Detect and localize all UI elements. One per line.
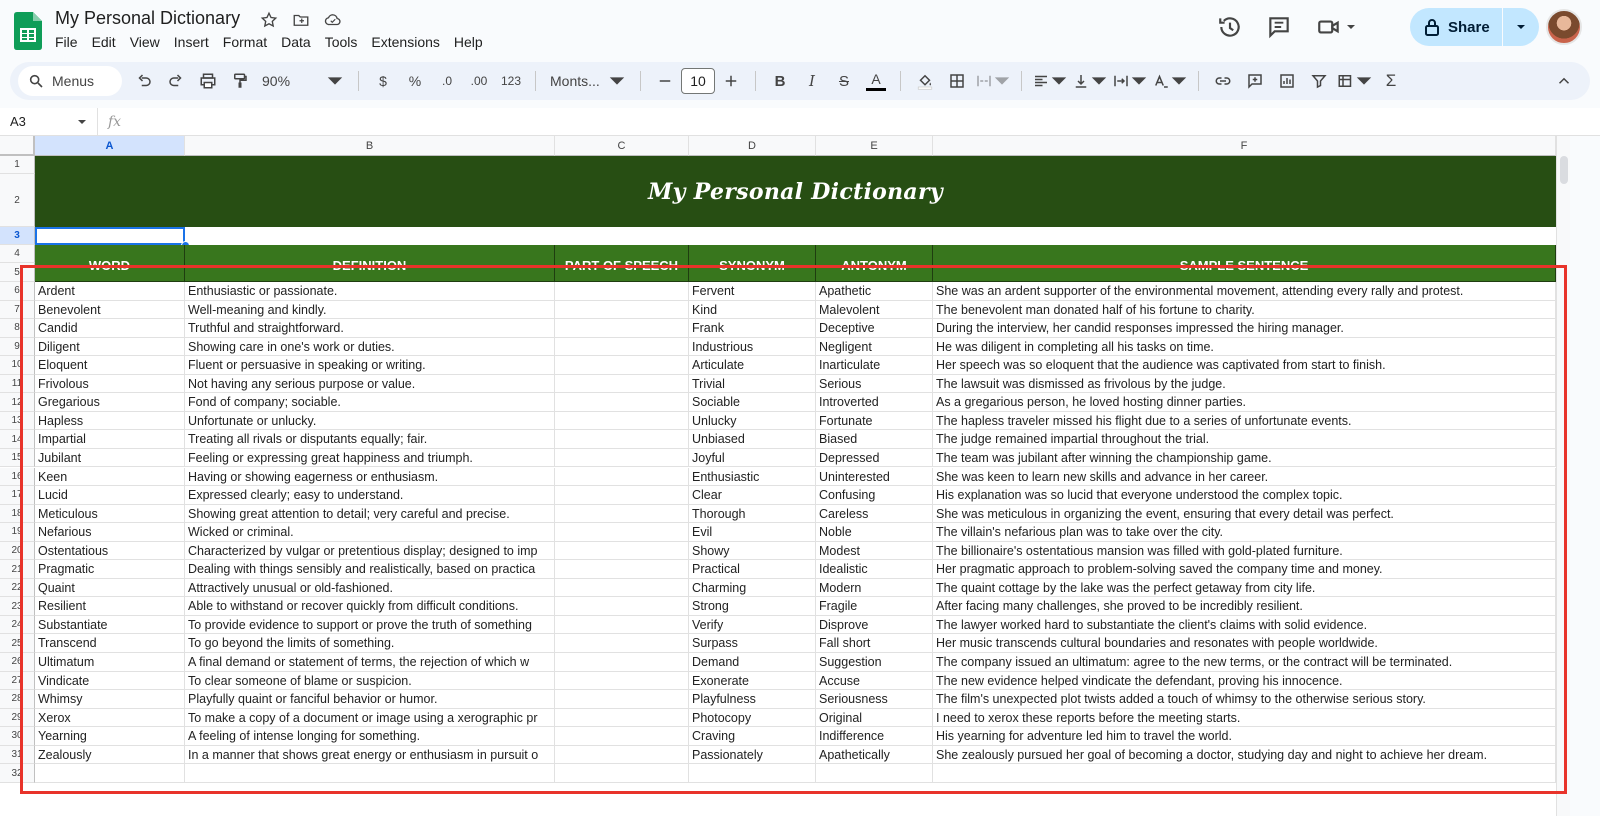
table-cell[interactable]: Candid [35,319,185,338]
table-cell[interactable]: Clear [689,486,816,505]
menu-file[interactable]: File [55,34,78,50]
decrease-font-size-icon[interactable] [651,67,679,95]
table-cell[interactable]: Attractively unusual or old-fashioned. [185,579,555,598]
row-header-18[interactable]: 18 [0,505,35,524]
video-camera-icon [1316,14,1342,40]
table-cell[interactable]: Articulate [689,356,816,375]
row-header-24[interactable]: 24 [0,616,35,635]
empty-cell[interactable] [689,764,816,783]
table-cell[interactable]: Modest [816,542,933,561]
table-cell[interactable] [555,690,689,709]
paint-format-icon[interactable] [226,67,254,95]
table-cell[interactable]: Expressed clearly; easy to understand. [185,486,555,505]
table-cell[interactable]: Ardent [35,282,185,301]
table-cell[interactable]: The judge remained impartial throughout the trial. [933,430,1556,449]
table-cell[interactable]: She was keen to learn new skills and advance in her career. [933,468,1556,487]
table-cell[interactable]: Substantiate [35,616,185,635]
insert-comment-icon[interactable] [1241,67,1269,95]
chevron-down-icon [326,72,344,90]
selected-cell[interactable] [35,227,185,245]
menu-data[interactable]: Data [281,34,311,50]
table-cell[interactable]: Indifference [816,727,933,746]
column-header-a[interactable]: A [35,136,185,156]
chevron-down-icon [77,117,87,127]
table-cell[interactable]: Demand [689,653,816,672]
table-cell[interactable] [555,449,689,468]
meet-button[interactable] [1316,14,1356,40]
table-cell[interactable]: Verify [689,616,816,635]
table-cell[interactable]: Fervent [689,282,816,301]
text-rotation-icon[interactable] [1152,67,1188,95]
table-cell[interactable]: After facing many challenges, she proved to be incredibly resilient. [933,597,1556,616]
star-icon[interactable] [258,10,280,30]
toolbar [10,62,1590,100]
table-cell[interactable]: Charming [689,579,816,598]
table-cell[interactable] [555,430,689,449]
table-cell[interactable]: Hapless [35,412,185,431]
table-cell[interactable]: Diligent [35,338,185,357]
table-cell[interactable]: Ultimatum [35,653,185,672]
toolbar-divider [358,71,359,91]
collapse-toolbar-icon[interactable] [1550,67,1578,95]
select-all-corner[interactable] [0,136,35,156]
toolbar-divider [535,71,536,91]
share-dropdown-button[interactable] [1503,8,1539,46]
menu-help[interactable]: Help [453,34,483,50]
version-history-icon[interactable] [1217,14,1243,40]
row-header-30[interactable]: 30 [0,727,35,746]
row-header-15[interactable]: 15 [0,449,35,468]
table-cell[interactable] [555,282,689,301]
table-cell[interactable]: Seriousness [816,690,933,709]
row-header-19[interactable]: 19 [0,523,35,542]
table-cell[interactable]: Thorough [689,505,816,524]
row-header-32[interactable]: 32 [0,764,35,783]
zoom-value: 90% [262,73,291,89]
table-cell[interactable] [555,523,689,542]
table-cell[interactable]: Nefarious [35,523,185,542]
row-header-9[interactable]: 9 [0,338,35,357]
column-title-2[interactable]: DEFINITION [185,245,555,282]
table-cell[interactable] [555,634,689,653]
table-cell[interactable]: Apathetically [816,746,933,765]
table-cell[interactable]: Eloquent [35,356,185,375]
table-cell[interactable]: Well-meaning and kindly. [185,301,555,320]
table-cell[interactable]: Enthusiastic [689,468,816,487]
table-cell[interactable]: During the interview, her candid responses impressed the hiring manager. [933,319,1556,338]
row-header-22[interactable]: 22 [0,579,35,598]
table-cell[interactable]: To provide evidence to support or prove the truth of something [185,616,555,635]
row-header-25[interactable]: 25 [0,634,35,653]
table-cell[interactable] [555,746,689,765]
table-cell[interactable]: Malevolent [816,301,933,320]
table-cell[interactable]: Inarticulate [816,356,933,375]
table-cell[interactable]: To make a copy of a document or image using a xerographic pr [185,709,555,728]
table-cell[interactable]: Benevolent [35,301,185,320]
table-cell[interactable]: The company issued an ultimatum: agree to the new terms, or the contract will be terminated. [933,653,1556,672]
table-cell[interactable]: Treating all rivals or disputants equally; fair. [185,430,555,449]
table-cell[interactable]: A final demand or statement of terms, the rejection of which w [185,653,555,672]
avatar[interactable] [1546,9,1582,45]
column-header-d[interactable]: D [689,136,816,156]
redo-icon[interactable] [162,67,190,95]
toolbar-divider [1021,71,1022,91]
row-header-27[interactable]: 27 [0,672,35,691]
bold-icon[interactable]: B [774,72,786,90]
table-cell[interactable]: The quaint cottage by the lake was the perfect getaway from city life. [933,579,1556,598]
table-cell[interactable]: The benevolent man donated half of his fortune to charity. [933,301,1556,320]
table-cell[interactable] [555,356,689,375]
spreadsheet-grid[interactable] [0,136,1556,816]
currency-format-button[interactable]: $ [379,73,387,89]
table-cell[interactable]: Fond of company; sociable. [185,393,555,412]
table-cell[interactable] [555,338,689,357]
table-cell[interactable]: Confusing [816,486,933,505]
table-cell[interactable]: Disprove [816,616,933,635]
table-cell[interactable]: Her music transcends cultural boundaries and resonates with people worldwide. [933,634,1556,653]
cell-reference: A3 [10,114,26,129]
table-cell[interactable]: The hapless traveler missed his flight due to a series of unfortunate events. [933,412,1556,431]
font-value: Monts... [550,73,600,89]
menu-view[interactable]: View [129,34,160,50]
table-cell[interactable] [555,579,689,598]
chevron-down-icon [1516,22,1526,32]
table-cell[interactable] [555,486,689,505]
increase-decimal-button[interactable]: .00 [470,74,488,88]
table-cell[interactable]: His yearning for adventure led him to travel the world. [933,727,1556,746]
table-cell[interactable]: Strong [689,597,816,616]
menu-edit[interactable]: Edit [91,34,116,50]
row-header-28[interactable]: 28 [0,690,35,709]
table-cell[interactable]: Trivial [689,375,816,394]
row-header-13[interactable]: 13 [0,412,35,431]
table-cell[interactable]: The team was jubilant after winning the championship game. [933,449,1556,468]
filter-views-icon[interactable] [1337,67,1373,95]
table-cell[interactable] [555,301,689,320]
row-header-10[interactable]: 10 [0,356,35,375]
formula-bar [0,108,1600,136]
table-cell[interactable]: Passionately [689,746,816,765]
row-header-6[interactable]: 6 [0,282,35,301]
table-cell[interactable]: Suggestion [816,653,933,672]
table-cell[interactable]: Lucid [35,486,185,505]
table-cell[interactable] [555,375,689,394]
table-cell[interactable]: Apathetic [816,282,933,301]
table-cell[interactable]: Gregarious [35,393,185,412]
table-cell[interactable]: Idealistic [816,560,933,579]
row-header-21[interactable]: 21 [0,560,35,579]
toolbar-divider [755,71,756,91]
table-cell[interactable]: Sociable [689,393,816,412]
table-cell[interactable]: Evil [689,523,816,542]
italic-icon[interactable]: I [809,72,815,90]
table-cell[interactable]: I need to xerox these reports before the meeting starts. [933,709,1556,728]
table-cell[interactable]: Fortunate [816,412,933,431]
table-cell[interactable]: Characterized by vulgar or pretentious display; designed to imp [185,542,555,561]
banner-title[interactable]: My Personal Dictionary [35,156,1556,227]
search-icon [28,73,44,89]
table-cell[interactable] [555,672,689,691]
menu-extensions[interactable]: Extensions [371,34,440,50]
row-header-2[interactable]: 2 [0,174,35,227]
cloud-status-icon[interactable] [322,10,344,30]
font-select[interactable] [546,67,630,95]
table-cell[interactable]: Unbiased [689,430,816,449]
table-cell[interactable]: Fluent or persuasive in speaking or writing. [185,356,555,375]
table-cell[interactable] [555,505,689,524]
table-cell[interactable]: Careless [816,505,933,524]
fill-color-icon[interactable] [911,67,939,95]
table-cell[interactable]: Showy [689,542,816,561]
search-menus-button[interactable] [18,66,122,96]
empty-cell[interactable] [933,764,1556,783]
table-cell[interactable]: The villain's nefarious plan was to take over the city. [933,523,1556,542]
lock-icon [1424,18,1440,36]
table-cell[interactable] [555,542,689,561]
row-header-23[interactable]: 23 [0,597,35,616]
row-header-17[interactable]: 17 [0,486,35,505]
table-cell[interactable] [555,709,689,728]
table-cell[interactable]: Industrious [689,338,816,357]
table-cell[interactable]: Kind [689,301,816,320]
table-cell[interactable]: A feeling of intense longing for something. [185,727,555,746]
toolbar-divider [1198,71,1199,91]
table-cell[interactable]: Exonerate [689,672,816,691]
table-cell[interactable]: The lawyer worked hard to substantiate the client's claims with solid evidence. [933,616,1556,635]
vertical-scrollbar[interactable] [1556,136,1570,816]
column-title-3[interactable]: PART OF SPEECH [555,245,689,282]
table-cell[interactable] [555,727,689,746]
row-header-7[interactable]: 7 [0,301,35,320]
menu-tools[interactable]: Tools [324,34,358,50]
table-cell[interactable]: In a manner that shows great energy or enthusiasm in pursuit o [185,746,555,765]
zoom-select[interactable] [258,67,348,95]
percent-format-button[interactable]: % [408,73,422,89]
sheets-logo-icon[interactable] [14,12,42,50]
borders-icon[interactable] [943,67,971,95]
table-cell[interactable]: Depressed [816,449,933,468]
table-cell[interactable]: Uninterested [816,468,933,487]
table-cell[interactable]: He was diligent in completing all his tasks on time. [933,338,1556,357]
table-cell[interactable]: Showing care in one's work or duties. [185,338,555,357]
table-cell[interactable]: Practical [689,560,816,579]
table-cell[interactable]: Truthful and straightforward. [185,319,555,338]
table-cell[interactable] [555,412,689,431]
table-cell[interactable]: Photocopy [689,709,816,728]
row-header-16[interactable]: 16 [0,468,35,487]
table-cell[interactable] [555,597,689,616]
strikethrough-icon[interactable]: S [838,72,849,90]
table-cell[interactable] [555,616,689,635]
column-header-c[interactable]: C [555,136,689,156]
table-cell[interactable]: Resilient [35,597,185,616]
row-header-8[interactable]: 8 [0,319,35,338]
table-cell[interactable]: Not having any serious purpose or value. [185,375,555,394]
insert-link-icon[interactable] [1209,67,1237,95]
toolbar-divider [900,71,901,91]
column-title-5[interactable]: ANTONYM [816,245,933,282]
chevron-down-icon [1346,22,1356,32]
table-cell[interactable]: She was meticulous in organizing the event, ensuring that every detail was perfect. [933,505,1556,524]
filter-icon[interactable] [1305,67,1333,95]
table-cell[interactable]: Jubilant [35,449,185,468]
row-header-4[interactable]: 4 [0,245,35,263]
empty-cell[interactable] [816,764,933,783]
table-cell[interactable]: Accuse [816,672,933,691]
table-cell[interactable]: Her pragmatic approach to problem-solving saved the company time and money. [933,560,1556,579]
table-cell[interactable]: Enthusiastic or passionate. [185,282,555,301]
comments-icon[interactable] [1266,14,1292,40]
table-cell[interactable]: The film's unexpected plot twists added a touch of whimsy to the otherwise serious story. [933,690,1556,709]
undo-icon[interactable] [130,67,158,95]
vertical-align-icon[interactable] [1072,67,1108,95]
table-cell[interactable]: Ostentatious [35,542,185,561]
increase-font-size-icon[interactable] [717,67,745,95]
table-cell[interactable]: She was an ardent supporter of the environmental movement, attending every rally and protest. [933,282,1556,301]
toolbar-divider [640,71,641,91]
table-cell[interactable]: The new evidence helped vindicate the defendant, proving his innocence. [933,672,1556,691]
fx-icon: fx [108,113,122,130]
table-cell[interactable]: The billionaire's ostentatious mansion was filled with gold-plated furniture. [933,542,1556,561]
row-header-31[interactable]: 31 [0,746,35,765]
table-cell[interactable]: Craving [689,727,816,746]
name-box[interactable] [0,108,98,136]
table-cell[interactable]: Meticulous [35,505,185,524]
table-cell[interactable]: Fragile [816,597,933,616]
title-bar [0,0,1600,60]
column-header-b[interactable]: B [185,136,555,156]
menu-format[interactable]: Format [222,34,268,50]
table-cell[interactable]: Vindicate [35,672,185,691]
row-header-3[interactable]: 3 [0,227,35,245]
table-cell[interactable]: Dealing with things sensibly and realistically, based on practica [185,560,555,579]
table-cell[interactable]: Quaint [35,579,185,598]
column-title-6[interactable]: SAMPLE SENTENCE [933,245,1556,282]
table-cell[interactable]: Feeling or expressing great happiness and triumph. [185,449,555,468]
table-cell[interactable]: Deceptive [816,319,933,338]
share-button[interactable] [1410,8,1502,46]
table-cell[interactable]: Unfortunate or unlucky. [185,412,555,431]
table-cell[interactable]: Pragmatic [35,560,185,579]
row-header-14[interactable]: 14 [0,430,35,449]
table-cell[interactable] [555,468,689,487]
table-cell[interactable]: Wicked or criminal. [185,523,555,542]
horizontal-align-icon[interactable] [1032,67,1068,95]
table-cell[interactable]: She zealously pursued her goal of becoming a doctor, studying day and night to achieve her dream. [933,746,1556,765]
table-cell[interactable] [555,560,689,579]
table-cell[interactable]: Noble [816,523,933,542]
more-formats-button[interactable]: 123 [500,74,522,88]
table-cell[interactable]: Negligent [816,338,933,357]
table-cell[interactable]: Whimsy [35,690,185,709]
row-header-1[interactable]: 1 [0,156,35,174]
search-menus-label: Menus [52,73,95,89]
column-title-1[interactable]: WORD [35,245,185,282]
table-cell[interactable]: Transcend [35,634,185,653]
table-cell[interactable]: Modern [816,579,933,598]
table-cell[interactable]: Original [816,709,933,728]
font-size-input[interactable]: 10 [681,68,715,94]
row-header-11[interactable]: 11 [0,375,35,394]
table-cell[interactable]: As a gregarious person, he loved hosting dinner parties. [933,393,1556,412]
table-cell[interactable]: Keen [35,468,185,487]
empty-cell[interactable] [35,764,185,783]
column-header-e[interactable]: E [816,136,933,156]
table-cell[interactable]: Having or showing eagerness or enthusiasm. [185,468,555,487]
table-cell[interactable]: Surpass [689,634,816,653]
table-cell[interactable] [555,393,689,412]
chevron-down-icon [608,72,626,90]
decrease-decimal-button[interactable]: .0 [441,74,452,88]
table-cell[interactable]: Xerox [35,709,185,728]
empty-cell[interactable] [555,764,689,783]
move-folder-icon[interactable] [290,10,312,30]
table-cell[interactable]: Playfully quaint or fanciful behavior or humor. [185,690,555,709]
table-cell[interactable]: Yearning [35,727,185,746]
table-cell[interactable]: Her speech was so eloquent that the audience was captivated from start to finish. [933,356,1556,375]
scrollbar-thumb[interactable] [1560,156,1568,184]
menu-bar [55,34,497,50]
table-cell[interactable]: Serious [816,375,933,394]
table-cell[interactable]: Fall short [816,634,933,653]
table-cell[interactable]: Biased [816,430,933,449]
text-wrapping-icon[interactable] [1112,67,1148,95]
merge-cells-icon[interactable] [975,67,1011,95]
table-cell[interactable]: Impartial [35,430,185,449]
column-header-f[interactable]: F [933,136,1556,156]
table-cell[interactable]: The lawsuit was dismissed as frivolous by the judge. [933,375,1556,394]
table-cell[interactable]: Joyful [689,449,816,468]
insert-chart-icon[interactable] [1273,67,1301,95]
table-cell[interactable]: His explanation was so lucid that everyone understood the complex topic. [933,486,1556,505]
row-header-26[interactable]: 26 [0,653,35,672]
row-header-12[interactable]: 12 [0,393,35,412]
table-cell[interactable]: Showing great attention to detail; very careful and precise. [185,505,555,524]
empty-cell[interactable] [185,764,555,783]
table-cell[interactable] [555,319,689,338]
table-cell[interactable] [555,653,689,672]
table-cell[interactable]: Introverted [816,393,933,412]
table-cell[interactable]: Unlucky [689,412,816,431]
row-header-20[interactable]: 20 [0,542,35,561]
table-cell[interactable]: To clear someone of blame or suspicion. [185,672,555,691]
row-header-5[interactable]: 5 [0,263,35,282]
text-color-icon[interactable]: A [862,67,890,95]
table-cell[interactable]: Playfulness [689,690,816,709]
table-cell[interactable]: Frivolous [35,375,185,394]
table-cell[interactable]: To go beyond the limits of something. [185,634,555,653]
document-title[interactable]: My Personal Dictionary [55,8,241,28]
row-header-29[interactable]: 29 [0,709,35,728]
column-title-4[interactable]: SYNONYM [689,245,816,282]
table-cell[interactable]: Frank [689,319,816,338]
table-cell[interactable]: Zealously [35,746,185,765]
functions-icon[interactable]: Σ [1385,71,1397,90]
menu-insert[interactable]: Insert [173,34,209,50]
table-cell[interactable]: Able to withstand or recover quickly from difficult conditions. [185,597,555,616]
share-label: Share [1448,18,1490,36]
print-icon[interactable] [194,67,222,95]
